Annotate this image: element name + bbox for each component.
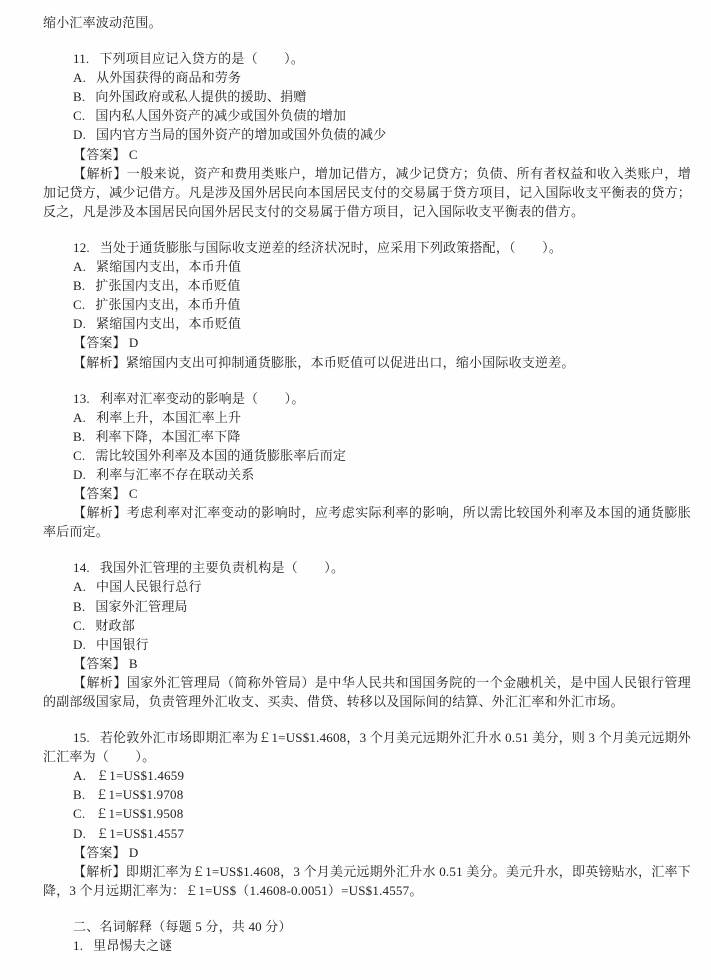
analysis-text: 紧缩国内支出可抑制通货膨胀，本币贬值可以促进出口，缩小国际收支逆差。 xyxy=(125,354,575,370)
question-block-14 xyxy=(43,558,691,711)
option-text: 紧缩国内支出，本币升值 xyxy=(96,259,242,275)
analysis-text: 考虑利率对汇率变动的影响时，应考虑实际利率的影响，所以需比较国外利率及本国的通货膨胀率后而定。 xyxy=(43,505,691,540)
option-label: D. xyxy=(73,825,87,841)
option-line xyxy=(43,68,691,87)
option-text: ￡1=US$1.4557 xyxy=(96,825,185,841)
option-line xyxy=(43,276,691,295)
answer-label: 【答案】 xyxy=(73,486,126,502)
question-block-12 xyxy=(43,238,691,372)
option-line xyxy=(43,577,691,596)
option-label: C. xyxy=(73,806,86,822)
option-text: 扩张国内支出，本币贬值 xyxy=(95,278,241,294)
option-label: C. xyxy=(73,297,86,313)
option-text: 国内官方当局的国外资产的增加或国外负债的减少 xyxy=(96,127,387,143)
option-text: 中国银行 xyxy=(96,636,149,652)
option-text: 紧缩国内支出，本币贬值 xyxy=(96,316,242,332)
question-stem-text: 我国外汇管理的主要负责机构是（ ）。 xyxy=(99,560,345,576)
analysis-paragraph xyxy=(43,353,691,372)
answer-value: D xyxy=(128,844,139,860)
analysis-label: 【解析】 xyxy=(73,863,126,879)
option-line xyxy=(43,635,691,654)
option-line xyxy=(43,314,691,333)
continuation-block xyxy=(43,13,691,32)
option-line xyxy=(43,785,691,804)
option-text: 向外国政府或私人提供的援助、捐赠 xyxy=(95,89,307,105)
option-text: ￡1=US$1.4659 xyxy=(96,768,185,784)
option-text: 国家外汇管理局 xyxy=(95,598,188,614)
option-label: A. xyxy=(73,768,87,784)
option-text: 从外国获得的商品和劳务 xyxy=(96,70,242,86)
question-number: 15. xyxy=(73,730,90,746)
option-label: D. xyxy=(73,127,87,143)
answer-value: B xyxy=(128,655,138,671)
question-block-13 xyxy=(43,389,691,542)
option-line xyxy=(43,804,691,823)
option-label: A. xyxy=(73,259,87,275)
option-line xyxy=(43,125,691,144)
analysis-paragraph xyxy=(43,862,691,900)
option-label: C. xyxy=(73,617,86,633)
analysis-text: 国家外汇管理局（简称外管局）是中华人民共和国国务院的一个金融机关，是中国人民银行管理的副部级国家局，负责管理外汇收支、买卖、借贷、转移以及国际间的结算、外汇汇率和外汇市场。 xyxy=(43,674,691,709)
question-stem-text: 下列项目应记入贷方的是（ ）。 xyxy=(99,51,305,67)
question-stem xyxy=(43,49,691,68)
option-line xyxy=(43,766,691,785)
analysis-label: 【解析】 xyxy=(73,505,127,521)
question-number: 12. xyxy=(73,239,90,255)
option-line xyxy=(43,427,691,446)
analysis-paragraph xyxy=(43,673,691,711)
option-label: A. xyxy=(73,579,87,595)
question-number: 13. xyxy=(73,390,90,406)
option-line xyxy=(43,446,691,465)
option-label: C. xyxy=(73,108,86,124)
section-item-number: 1. xyxy=(73,938,84,954)
option-text: 扩张国内支出，本币升值 xyxy=(95,297,241,313)
answer-line xyxy=(43,654,691,673)
option-label: B. xyxy=(73,598,86,614)
analysis-paragraph xyxy=(43,164,691,221)
option-label: B. xyxy=(73,278,86,294)
question-number: 14. xyxy=(73,560,90,576)
analysis-label: 【解析】 xyxy=(73,674,127,690)
analysis-label: 【解析】 xyxy=(73,165,127,181)
question-block-15 xyxy=(43,728,691,900)
answer-value: D xyxy=(128,335,139,351)
question-stem-text: 利率对汇率变动的影响是（ ）。 xyxy=(99,390,305,406)
option-text: 国内私人国外资产的减少或国外负债的增加 xyxy=(95,108,347,124)
option-label: A. xyxy=(73,409,87,425)
answer-label: 【答案】 xyxy=(73,146,126,162)
question-stem xyxy=(43,238,691,257)
question-stem-text: 当处于通货膨胀与国际收支逆差的经济状况时，应采用下列政策搭配，（ ）。 xyxy=(99,239,563,255)
option-text: ￡1=US$1.9708 xyxy=(95,787,184,803)
option-text: ￡1=US$1.9508 xyxy=(95,806,184,822)
analysis-text: 一般来说，资产和费用类账户，增加记借方，减少记贷方；负债、所有者权益和收入类账户，增加记贷方，减少记借方。凡是涉及国外居民向本国居民支付的交易属于贷方项目，记入国际收支平衡表的贷方；反之，凡是涉及本国居民向国外居民支付的交易属于借方项目，记入国际收支平衡表的借方。 xyxy=(43,165,691,219)
question-stem-text: 若伦敦外汇市场即期汇率为￡1=US$1.4608，3 个月美元远期外汇升水 0.51 美分，则 3 个月美元远期外汇汇率为（ ）。 xyxy=(43,730,691,765)
option-text: 中国人民银行总行 xyxy=(96,579,202,595)
section-heading: 二、名词解释（每题 5 分，共 40 分） xyxy=(73,918,292,934)
option-label: D. xyxy=(73,466,87,482)
answer-line xyxy=(43,484,691,503)
analysis-paragraph xyxy=(43,503,691,541)
question-stem xyxy=(43,558,691,577)
option-line xyxy=(43,106,691,125)
option-line xyxy=(43,616,691,635)
answer-line xyxy=(43,145,691,164)
option-text: 需比较国外利率及本国的通货膨胀率后而定 xyxy=(95,447,347,463)
option-line xyxy=(43,824,691,843)
analysis-text: 即期汇率为￡1=US$1.4608，3 个月美元远期外汇升水 0.51 美分。美元升水，即英镑贴水，汇率下降，3 个月远期汇率为：￡1=US$（1.4608-0.0051）=US$1.4557。 xyxy=(43,863,691,898)
option-line xyxy=(43,465,691,484)
section-item-text: 里昂惕夫之谜 xyxy=(93,938,173,954)
answer-line xyxy=(43,333,691,352)
answer-value: C xyxy=(128,486,138,502)
option-line xyxy=(43,408,691,427)
option-text: 利率下降，本国汇率下降 xyxy=(95,428,241,444)
question-stem xyxy=(43,728,691,766)
continuation-line: 缩小汇率波动范围。 xyxy=(43,15,162,30)
option-label: A. xyxy=(73,70,87,86)
answer-value: C xyxy=(128,146,138,162)
option-text: 财政部 xyxy=(95,617,135,633)
answer-label: 【答案】 xyxy=(73,844,126,860)
section-item xyxy=(43,936,691,955)
option-line xyxy=(43,597,691,616)
question-stem xyxy=(43,389,691,408)
option-label: D. xyxy=(73,636,87,652)
option-text: 利率上升，本国汇率上升 xyxy=(96,409,242,425)
option-label: D. xyxy=(73,316,87,332)
option-line xyxy=(43,257,691,276)
option-line xyxy=(43,87,691,106)
option-text: 利率与汇率不存在联动关系 xyxy=(96,466,255,482)
option-label: B. xyxy=(73,787,86,803)
analysis-label: 【解析】 xyxy=(73,354,126,370)
option-line xyxy=(43,295,691,314)
answer-label: 【答案】 xyxy=(73,655,126,671)
section-two-block xyxy=(43,917,691,955)
question-block-11 xyxy=(43,49,691,221)
option-label: B. xyxy=(73,428,86,444)
option-label: B. xyxy=(73,89,86,105)
answer-line xyxy=(43,843,691,862)
option-label: C. xyxy=(73,447,86,463)
question-number: 11. xyxy=(73,51,90,67)
answer-label: 【答案】 xyxy=(73,335,126,351)
